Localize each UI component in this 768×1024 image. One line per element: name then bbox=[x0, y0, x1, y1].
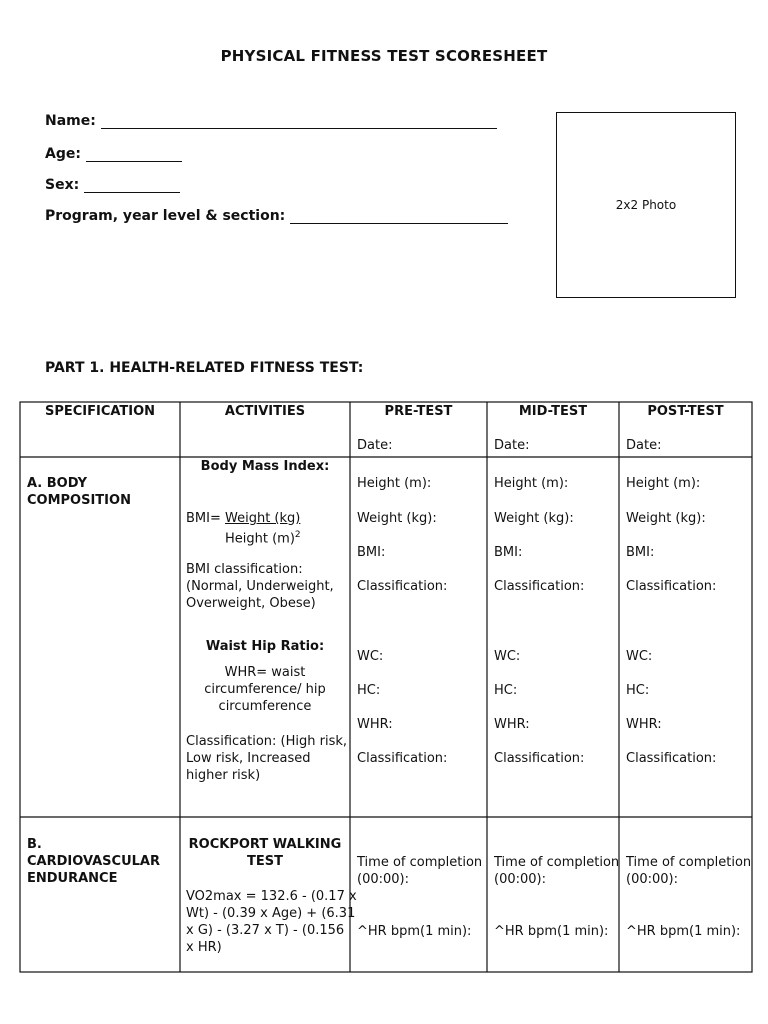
bmi-denominator: Height (m) bbox=[225, 531, 295, 547]
pre-classification-field[interactable]: Classification: bbox=[357, 579, 448, 594]
post-test-date[interactable]: Date: bbox=[626, 438, 662, 453]
post-time-field[interactable] bbox=[626, 854, 751, 888]
mid-bmi-field[interactable]: BMI: bbox=[494, 545, 523, 560]
pre-test-date[interactable]: Date: bbox=[357, 438, 393, 453]
spec-line: COMPOSITION bbox=[27, 493, 131, 508]
note-line: (Normal, Underweight, bbox=[186, 579, 334, 594]
post-weight-field[interactable]: Weight (kg): bbox=[626, 511, 706, 526]
title-line: ROCKPORT WALKING bbox=[188, 837, 342, 852]
formula-line: circumference bbox=[218, 699, 312, 714]
formula-line: Wt) - (0.39 x Age) + (6.31 bbox=[186, 906, 356, 921]
pre-whr-field[interactable]: WHR: bbox=[357, 717, 393, 732]
field-line: (00:00): bbox=[357, 872, 409, 887]
post-height-field[interactable]: Height (m): bbox=[626, 476, 701, 491]
post-whr-field[interactable]: WHR: bbox=[626, 717, 662, 732]
note-line: BMI classification: bbox=[186, 562, 303, 577]
post-bmi-field[interactable]: BMI: bbox=[626, 545, 655, 560]
spec-line: A. BODY bbox=[27, 476, 87, 491]
formula-line: circumference/ hip bbox=[204, 682, 326, 697]
header-specification: SPECIFICATION bbox=[44, 404, 156, 419]
post-classification-field[interactable]: Classification: bbox=[626, 579, 717, 594]
formula-line: WHR= waist bbox=[224, 665, 306, 680]
pre-bmi-field[interactable]: BMI: bbox=[357, 545, 386, 560]
mid-weight-field[interactable]: Weight (kg): bbox=[494, 511, 574, 526]
vo2max-formula bbox=[186, 888, 357, 956]
bmi-exponent: 2 bbox=[294, 530, 301, 540]
bmi-formula bbox=[186, 510, 300, 527]
bmi-title: Body Mass Index: bbox=[200, 459, 330, 474]
header-pre-test: PRE-TEST bbox=[384, 404, 453, 419]
program-label: Program, year level & section: bbox=[45, 208, 286, 224]
whr-classification-note bbox=[186, 733, 347, 784]
note-line: higher risk) bbox=[186, 768, 261, 783]
age-label: Age: bbox=[45, 146, 81, 162]
spec-line: ENDURANCE bbox=[27, 871, 118, 886]
photo-label: 2x2 Photo bbox=[615, 198, 677, 212]
field-line: Time of completion bbox=[626, 855, 752, 870]
post-whr-classification-field[interactable]: Classification: bbox=[626, 751, 717, 766]
spec-body-composition bbox=[27, 475, 131, 509]
mid-test-date[interactable]: Date: bbox=[494, 438, 530, 453]
bmi-numerator: Weight (kg) bbox=[225, 511, 301, 526]
formula-line: x G) - (3.27 x T) - (0.156 bbox=[186, 923, 345, 938]
field-line: (00:00): bbox=[626, 872, 678, 887]
title-line: TEST bbox=[247, 854, 283, 869]
mid-hc-field[interactable]: HC: bbox=[494, 683, 518, 698]
note-line: Classification: (High risk, bbox=[186, 734, 348, 749]
post-hc-field[interactable]: HC: bbox=[626, 683, 650, 698]
pre-time-field[interactable] bbox=[357, 854, 482, 888]
field-line: Time of completion bbox=[494, 855, 620, 870]
header-activities: ACTIVITIES bbox=[224, 404, 306, 419]
spec-line: CARDIOVASCULAR bbox=[27, 854, 160, 869]
pre-weight-field[interactable]: Weight (kg): bbox=[357, 511, 437, 526]
pre-hr-field[interactable]: ^HR bpm(1 min): bbox=[357, 924, 472, 939]
whr-title: Waist Hip Ratio: bbox=[205, 639, 325, 654]
pre-wc-field[interactable]: WC: bbox=[357, 649, 384, 664]
page-title: PHYSICAL FITNESS TEST SCORESHEET bbox=[220, 47, 548, 65]
formula-line: x HR) bbox=[186, 940, 222, 955]
whr-formula bbox=[180, 664, 350, 715]
post-wc-field[interactable]: WC: bbox=[626, 649, 653, 664]
part-heading: PART 1. HEALTH-RELATED FITNESS TEST: bbox=[45, 360, 364, 376]
header-mid-test: MID-TEST bbox=[518, 404, 588, 419]
field-line: Time of completion bbox=[357, 855, 483, 870]
mid-whr-field[interactable]: WHR: bbox=[494, 717, 530, 732]
post-hr-field[interactable]: ^HR bpm(1 min): bbox=[626, 924, 741, 939]
bmi-formula-prefix: BMI= bbox=[186, 511, 225, 526]
note-line: Low risk, Increased bbox=[186, 751, 311, 766]
pre-height-field[interactable]: Height (m): bbox=[357, 476, 432, 491]
header-post-test: POST-TEST bbox=[647, 404, 724, 419]
mid-wc-field[interactable]: WC: bbox=[494, 649, 521, 664]
bmi-denominator-row bbox=[225, 527, 301, 547]
spec-cardiovascular-endurance bbox=[27, 836, 160, 887]
bmi-classification-note bbox=[186, 561, 334, 612]
pre-hc-field[interactable]: HC: bbox=[357, 683, 381, 698]
name-label: Name: bbox=[45, 113, 96, 129]
spec-line: B. bbox=[27, 837, 42, 852]
mid-classification-field[interactable]: Classification: bbox=[494, 579, 585, 594]
mid-whr-classification-field[interactable]: Classification: bbox=[494, 751, 585, 766]
note-line: Overweight, Obese) bbox=[186, 596, 316, 611]
rockport-test-title bbox=[180, 836, 350, 870]
field-line: (00:00): bbox=[494, 872, 546, 887]
formula-line: VO2max = 132.6 - (0.17 x bbox=[186, 889, 357, 904]
pre-whr-classification-field[interactable]: Classification: bbox=[357, 751, 448, 766]
sex-label: Sex: bbox=[45, 177, 80, 193]
mid-time-field[interactable] bbox=[494, 854, 619, 888]
mid-height-field[interactable]: Height (m): bbox=[494, 476, 569, 491]
mid-hr-field[interactable]: ^HR bpm(1 min): bbox=[494, 924, 609, 939]
